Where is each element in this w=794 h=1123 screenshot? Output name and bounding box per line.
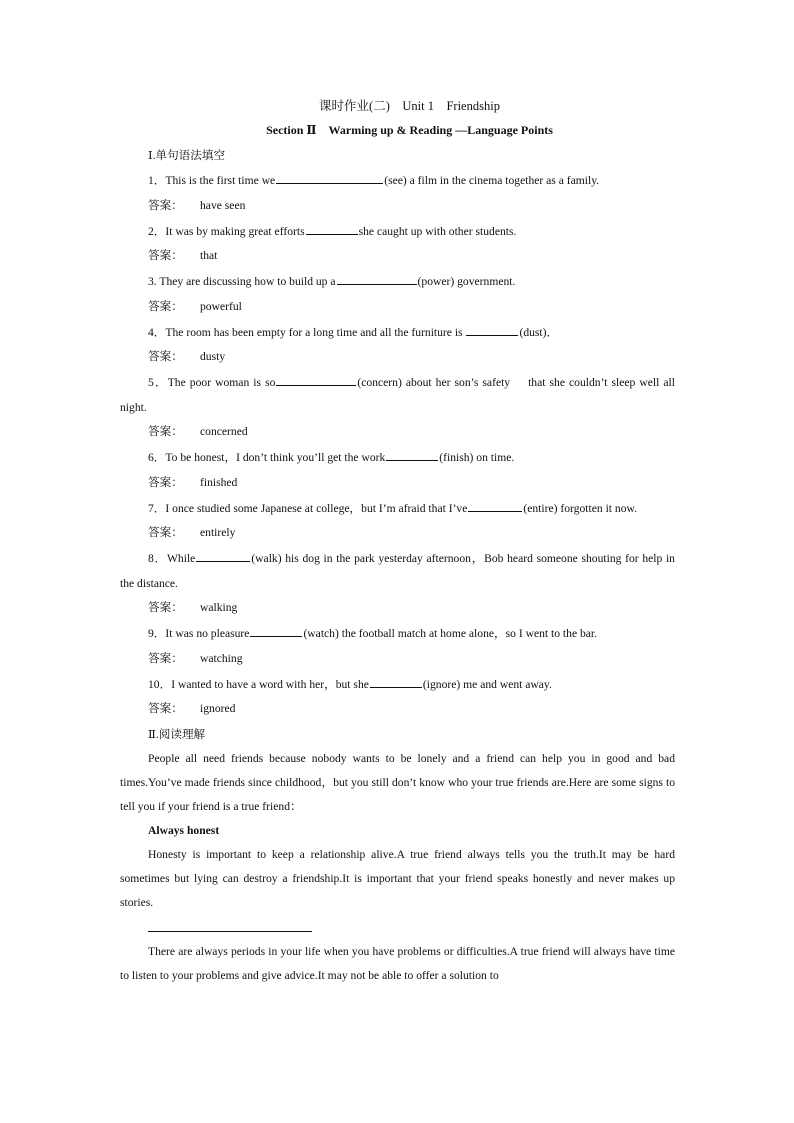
question-6	[120, 446, 675, 471]
answer-text: entirely	[200, 526, 236, 539]
question-text-after: (see) a film in the cinema together as a family.	[384, 174, 600, 187]
question-text-before: It was by making great efforts	[165, 224, 305, 238]
question-text-before: This is the first time we	[165, 174, 276, 187]
answer-9	[120, 647, 675, 671]
answer-label: 答案：	[148, 601, 183, 614]
page-title: 课时作业(二) Unit 1 Friendship	[319, 99, 500, 113]
question-8	[120, 547, 675, 596]
answer-label: 答案：	[148, 249, 183, 262]
question-text-before: The room has been empty for a long time and all the furniture is	[165, 325, 466, 339]
question-text-after: (ignore) me and went away.	[422, 677, 552, 691]
question-text-before: It was no pleasure	[165, 627, 250, 640]
question-number: 10．	[148, 677, 172, 691]
answer-7	[120, 521, 675, 545]
section-heading-grammar: Ⅰ.单句语法填空	[148, 149, 226, 162]
answer-5	[120, 420, 675, 444]
question-number: 8．	[148, 552, 167, 565]
question-2	[120, 220, 675, 245]
answer-6	[120, 471, 675, 495]
section-heading-reading: Ⅱ.阅读理解	[148, 728, 206, 741]
question-text-after: she caught up with other students.	[358, 224, 517, 238]
answer-text: dusty	[200, 350, 226, 363]
document-content	[120, 96, 675, 988]
question-text-after: (entire) forgotten it now.	[523, 501, 638, 515]
question-number: 3.	[148, 275, 160, 288]
question-text-before: They are discussing how to build up a	[159, 275, 336, 288]
answer-1	[120, 194, 675, 218]
answer-label: 答案：	[148, 651, 183, 665]
question-number: 4．	[148, 325, 166, 339]
answer-2	[120, 244, 675, 268]
question-text-after: (dust)．	[519, 325, 559, 339]
answer-text: watching	[200, 651, 243, 665]
reading-intro-paragraph: People all need friends because nobody wants to be lonely and a friend can help you in good and bad times.You’ve made friends since childhood，but you still don’t know who your true friends are.Here are some signs to tell you if your friend is a true friend：	[120, 752, 675, 813]
answer-blank	[370, 675, 422, 688]
answer-text: finished	[200, 475, 238, 489]
question-text-before: I once studied some Japanese at college，but I’m afraid that I’ve	[165, 501, 468, 515]
question-5	[120, 371, 675, 420]
answer-blank	[250, 624, 302, 637]
answer-blank	[196, 549, 250, 562]
answer-blank	[337, 272, 417, 285]
question-text-after: (finish) on time.	[439, 451, 515, 464]
answer-text: powerful	[200, 299, 242, 313]
question-text-after: (concern) about her son’s safety that she couldn’t sleep well all night.	[120, 376, 675, 414]
answer-blank	[386, 448, 438, 461]
question-1	[120, 169, 675, 194]
question-number: 5．	[148, 376, 168, 389]
answer-blank	[276, 171, 383, 184]
question-3	[120, 270, 675, 295]
question-number: 1．	[148, 174, 166, 187]
answer-text: ignored	[200, 702, 236, 715]
answer-label: 答案：	[148, 198, 183, 212]
answer-text: that	[200, 249, 218, 262]
answer-blank-line	[148, 931, 312, 932]
answer-blank	[466, 323, 518, 336]
question-number: 9．	[148, 627, 166, 640]
question-text-before: While	[166, 552, 196, 565]
reading-paragraph-1: Honesty is important to keep a relationship alive.A true friend always tells you the truth.It may be hard sometimes but lying can destroy a friendship.It is important that your friend speaks honestly and never makes up stories.	[120, 848, 675, 909]
question-number: 2．	[148, 224, 166, 238]
question-text-before: I wanted to have a word with her，but she	[171, 677, 369, 691]
answer-label: 答案：	[148, 350, 183, 363]
answer-label: 答案：	[148, 475, 183, 489]
page-subtitle: Section Ⅱ Warming up & Reading —Language Points	[266, 123, 553, 137]
question-4	[120, 321, 675, 346]
answer-blank	[276, 373, 356, 386]
question-7	[120, 497, 675, 522]
answer-text: walking	[200, 601, 238, 614]
reading-paragraph-2: There are always periods in your life when you have problems or difficulties.A true friend will always have time to listen to your problems and give advice.It may not be able to offer a solution to	[120, 945, 675, 982]
answer-label: 答案：	[148, 425, 183, 438]
answer-text: have seen	[200, 198, 246, 212]
answer-blank	[468, 499, 522, 512]
question-9	[120, 622, 675, 647]
question-text-after: (power) government.	[417, 275, 516, 288]
question-text-after: (walk) his dog in the park yesterday afternoon，Bob heard someone shouting for help in the distance.	[120, 552, 675, 590]
question-10	[120, 673, 675, 698]
answer-label: 答案：	[148, 299, 183, 313]
question-text-before: The poor woman is so	[167, 376, 276, 389]
answer-label: 答案：	[148, 702, 183, 715]
answer-10	[120, 697, 675, 721]
question-number: 6．	[148, 451, 166, 464]
reading-subheading: Always honest	[148, 824, 220, 837]
answer-4	[120, 345, 675, 369]
question-number: 7．	[148, 501, 166, 515]
question-text-after: (watch) the football match at home alone，so I went to the bar.	[303, 627, 598, 640]
answer-blank	[306, 222, 358, 235]
answer-8	[120, 596, 675, 620]
answer-3	[120, 295, 675, 319]
answer-label: 答案：	[148, 526, 183, 539]
question-text-before: To be honest，I don’t think you’ll get the work	[165, 451, 386, 464]
answer-text: concerned	[200, 425, 248, 438]
